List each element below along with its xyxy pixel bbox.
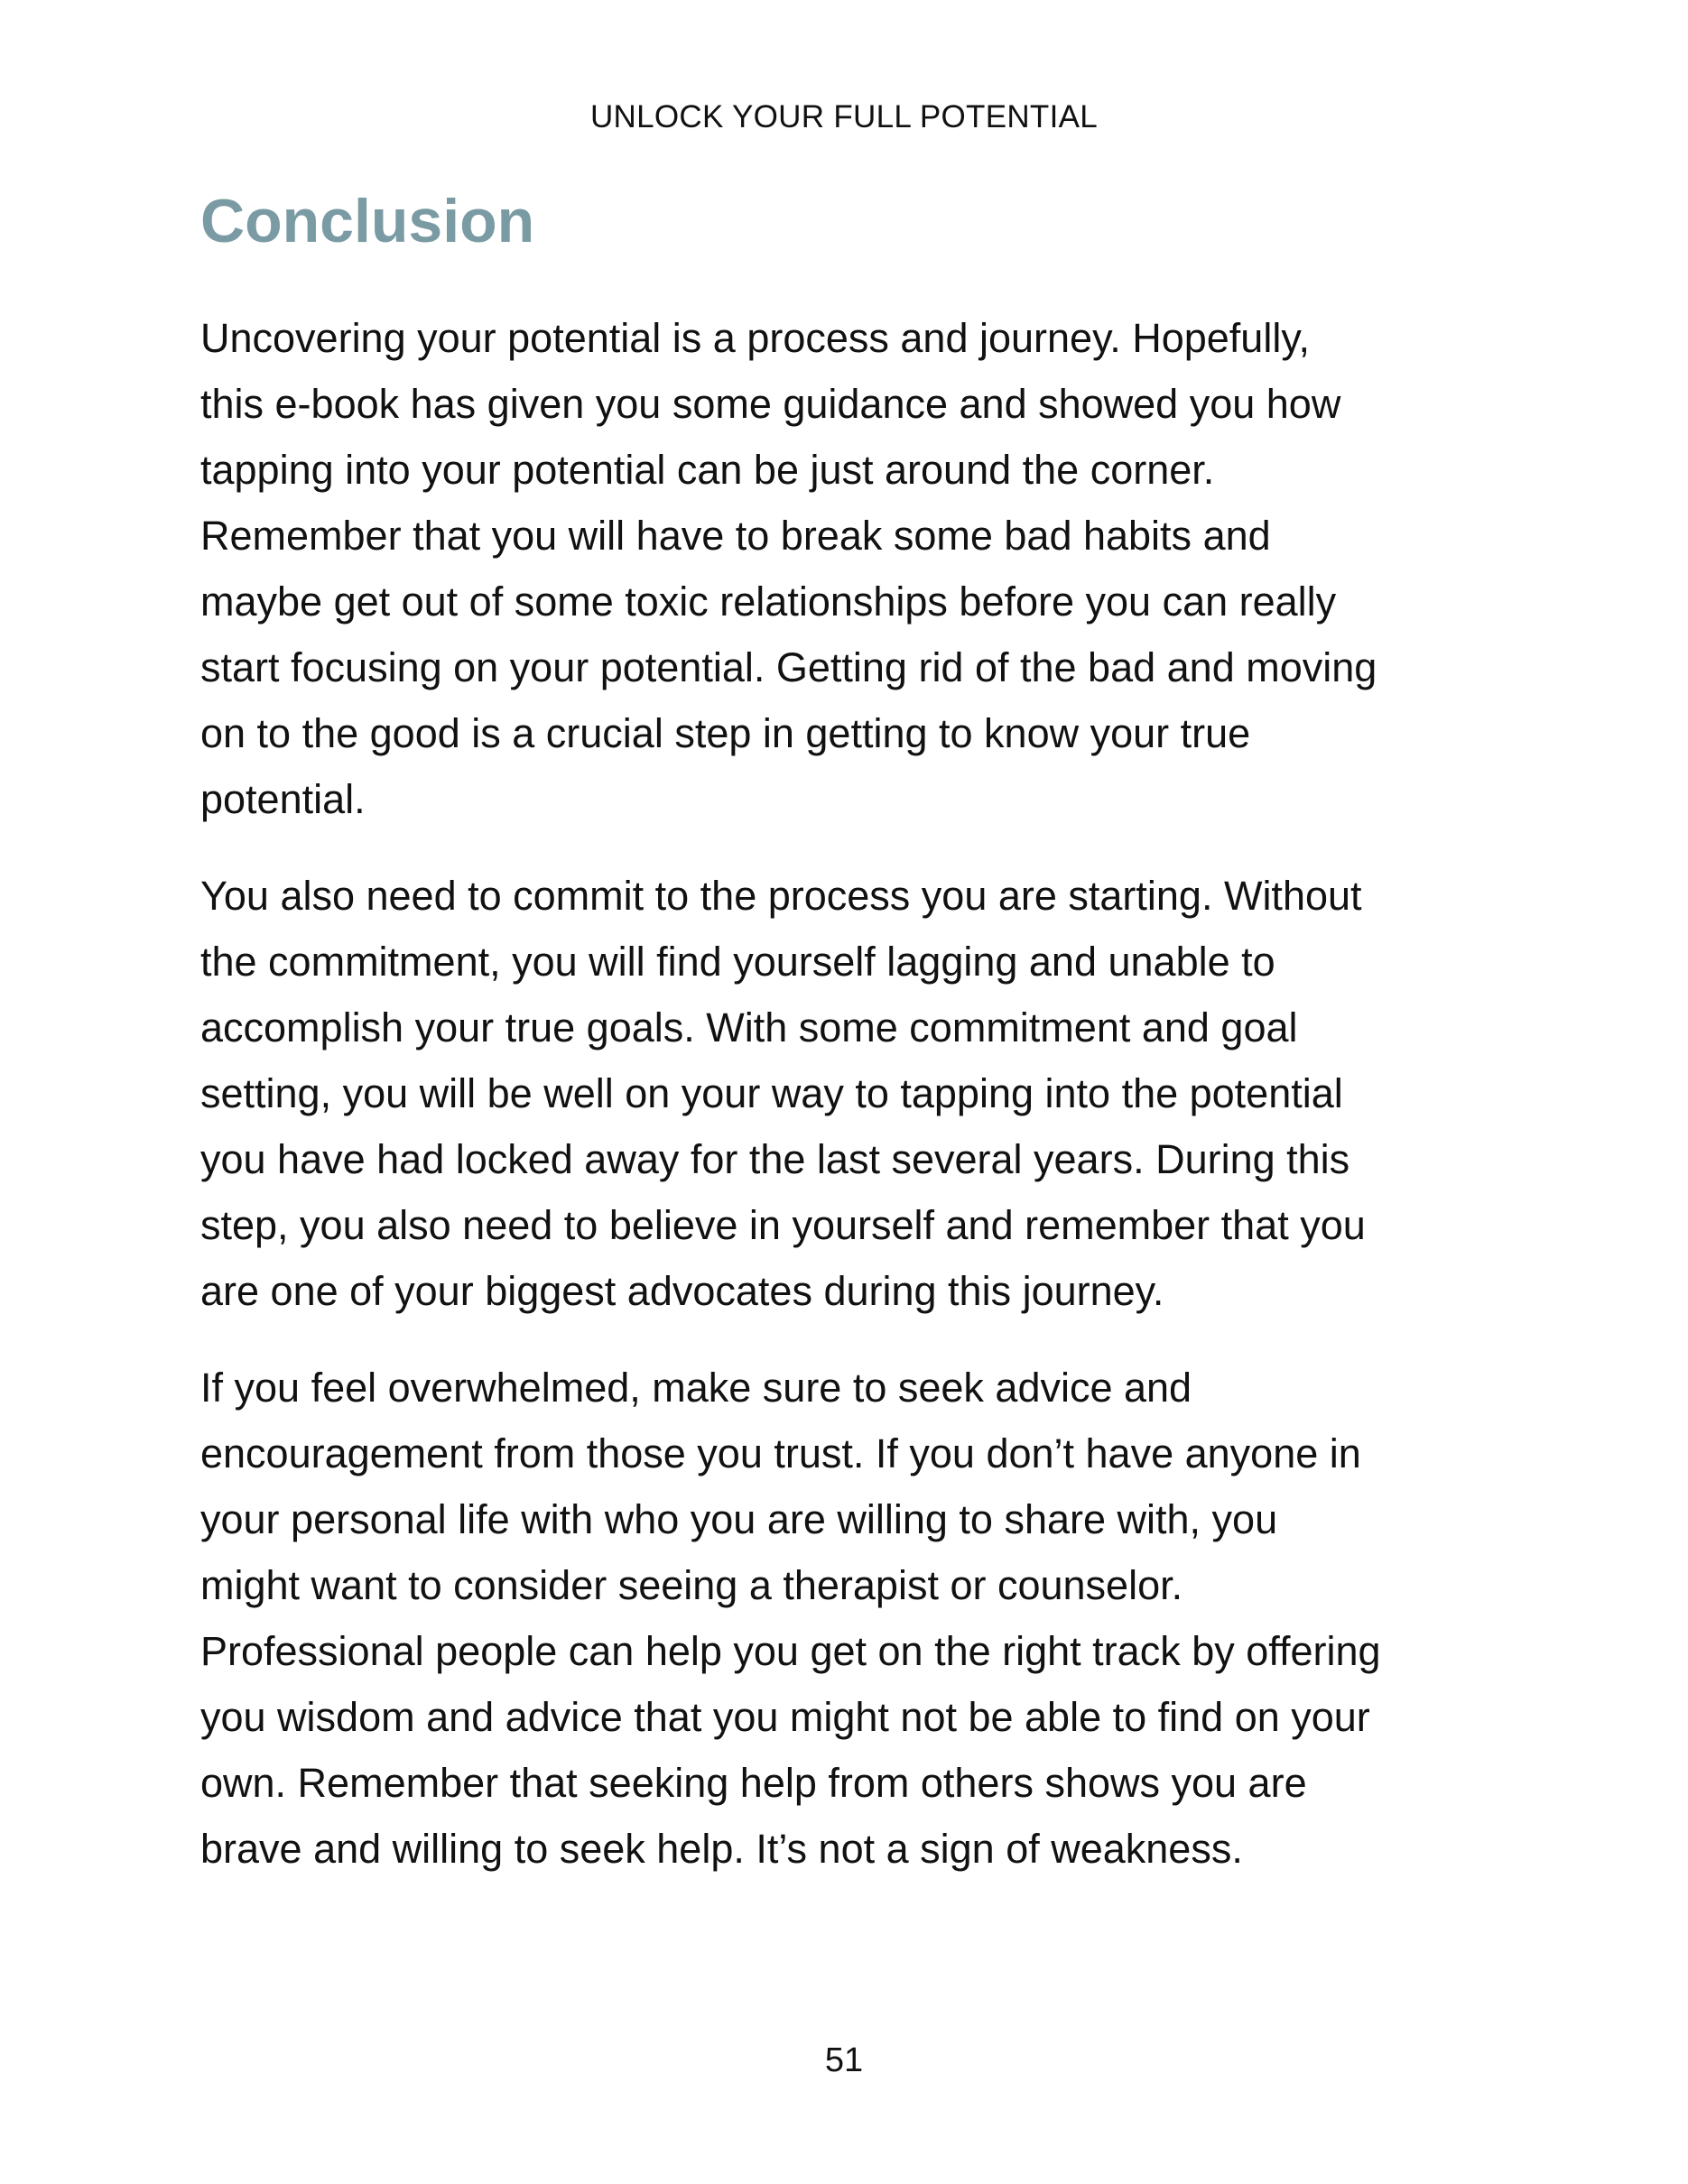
body-text bbox=[200, 305, 1518, 1912]
page-number: 51 bbox=[824, 2041, 864, 2079]
chapter-title: Conclusion bbox=[200, 187, 535, 255]
running-header: UNLOCK YOUR FULL POTENTIAL bbox=[589, 99, 1099, 134]
paragraph-1: Uncovering your potential is a process and journey. Hopefully, this e-book has given you some guidance and showed you how tapping into your potential can be just around the corner. Remember that you will have to break some bad habits and maybe get out of some toxic relationships before you can really start focusing on your potential. Getting rid of the bad and moving on to the good is a crucial step in getting to know your true potential. bbox=[200, 315, 1377, 822]
paragraph-2: You also need to commit to the process you are starting. Without the commitment, you will find yourself lagging and unable to accomplish your true goals. With some commitment and goal setting, you will be well on your way to tapping into the potential you have had locked away for the last several years. During this step, you also need to believe in yourself and remember that you are one of your biggest advocates during this journey. bbox=[200, 873, 1366, 1314]
paragraph-3: If you feel overwhelmed, make sure to seek advice and encouragement from those you trust. If you don’t have anyone in your personal life with who you are willing to share with, you might want to consider seeing a therapist or counselor. Professional people can help you get on the right track by offering you wisdom and advice that you might not be able to find on your own. Remember that seeking help from others shows you are brave and willing to seek help. It’s not a sign of weakness. bbox=[200, 1365, 1381, 1872]
